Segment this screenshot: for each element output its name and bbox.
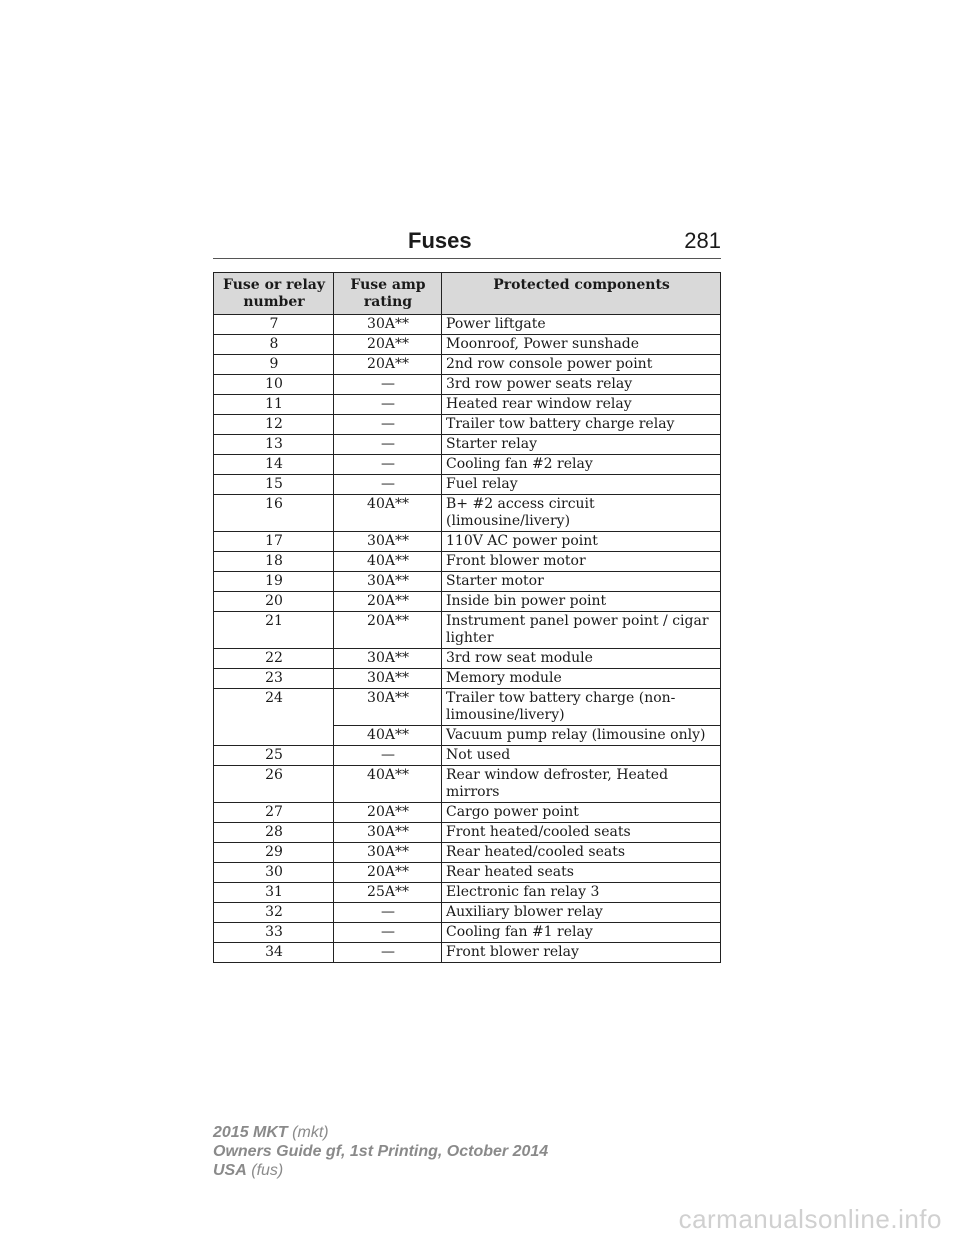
amp-rating-cell: 40A** bbox=[334, 726, 442, 746]
amp-rating-cell: 20A** bbox=[334, 612, 442, 649]
table-row bbox=[214, 903, 721, 923]
table-row bbox=[214, 435, 721, 455]
fuse-number-cell: 13 bbox=[214, 435, 334, 455]
amp-rating-cell: 20A** bbox=[334, 592, 442, 612]
fuse-number-cell: 19 bbox=[214, 572, 334, 592]
amp-rating-cell: — bbox=[334, 435, 442, 455]
amp-rating-cell: 20A** bbox=[334, 335, 442, 355]
fuse-table-body bbox=[214, 315, 721, 963]
table-row bbox=[214, 415, 721, 435]
fuse-number-cell: 26 bbox=[214, 766, 334, 803]
fuse-number-cell: 31 bbox=[214, 883, 334, 903]
amp-rating-cell: — bbox=[334, 943, 442, 963]
amp-rating-cell: 20A** bbox=[334, 803, 442, 823]
page-header bbox=[213, 228, 721, 259]
table-row bbox=[214, 495, 721, 532]
amp-rating-cell: 30A** bbox=[334, 315, 442, 335]
footer-market-code: (fus) bbox=[251, 1162, 284, 1179]
footer-model-code: (mkt) bbox=[292, 1124, 329, 1141]
footer-guide-info: Owners Guide gf, 1st Printing, October 2014 bbox=[213, 1143, 549, 1160]
amp-rating-cell: — bbox=[334, 746, 442, 766]
protected-components-cell: 2nd row console power point bbox=[442, 355, 721, 375]
amp-rating-cell: 30A** bbox=[334, 572, 442, 592]
amp-rating-cell: 30A** bbox=[334, 532, 442, 552]
table-row bbox=[214, 689, 721, 726]
protected-components-cell: Front blower relay bbox=[442, 943, 721, 963]
fuse-number-cell: 23 bbox=[214, 669, 334, 689]
table-row bbox=[214, 883, 721, 903]
fuse-number-cell: 8 bbox=[214, 335, 334, 355]
protected-components-cell: Cargo power point bbox=[442, 803, 721, 823]
amp-rating-cell: 20A** bbox=[334, 355, 442, 375]
table-row bbox=[214, 572, 721, 592]
protected-components-cell: Rear window defroster, Heated mirrors bbox=[442, 766, 721, 803]
column-header-fuse-number: Fuse or relay number bbox=[214, 273, 334, 315]
table-header-row bbox=[214, 273, 721, 315]
fuse-number-cell: 9 bbox=[214, 355, 334, 375]
table-row bbox=[214, 315, 721, 335]
protected-components-cell: Starter relay bbox=[442, 435, 721, 455]
fuse-number-cell: 15 bbox=[214, 475, 334, 495]
protected-components-cell: Front heated/cooled seats bbox=[442, 823, 721, 843]
amp-rating-cell: 30A** bbox=[334, 843, 442, 863]
protected-components-cell: Cooling fan #2 relay bbox=[442, 455, 721, 475]
amp-rating-cell: 25A** bbox=[334, 883, 442, 903]
fuse-number-cell: 14 bbox=[214, 455, 334, 475]
section-title: Fuses bbox=[408, 228, 472, 253]
table-row bbox=[214, 592, 721, 612]
fuse-number-cell: 21 bbox=[214, 612, 334, 649]
protected-components-cell: Fuel relay bbox=[442, 475, 721, 495]
fuse-number-cell: 10 bbox=[214, 375, 334, 395]
footer-line-guide bbox=[213, 1142, 548, 1161]
table-row bbox=[214, 455, 721, 475]
table-row bbox=[214, 375, 721, 395]
fuse-number-cell: 18 bbox=[214, 552, 334, 572]
table-row bbox=[214, 766, 721, 803]
footer-line-model bbox=[213, 1123, 548, 1142]
page-number: 281 bbox=[684, 228, 721, 253]
column-header-protected-components: Protected components bbox=[442, 273, 721, 315]
amp-rating-cell: — bbox=[334, 395, 442, 415]
watermark: carmanualsonline.info bbox=[678, 1204, 942, 1234]
fuse-number-cell: 11 bbox=[214, 395, 334, 415]
table-row bbox=[214, 823, 721, 843]
table-row bbox=[214, 943, 721, 963]
protected-components-cell: Front blower motor bbox=[442, 552, 721, 572]
fuse-number-cell bbox=[214, 726, 334, 746]
fuse-table bbox=[213, 272, 721, 963]
fuse-number-cell: 25 bbox=[214, 746, 334, 766]
fuse-number-cell: 17 bbox=[214, 532, 334, 552]
amp-rating-cell: — bbox=[334, 903, 442, 923]
table-row bbox=[214, 532, 721, 552]
fuse-number-cell: 22 bbox=[214, 649, 334, 669]
table-row bbox=[214, 475, 721, 495]
protected-components-cell: Starter motor bbox=[442, 572, 721, 592]
protected-components-cell: Cooling fan #1 relay bbox=[442, 923, 721, 943]
protected-components-cell: Vacuum pump relay (limousine only) bbox=[442, 726, 721, 746]
fuse-number-cell: 27 bbox=[214, 803, 334, 823]
document-footer bbox=[213, 1123, 548, 1180]
protected-components-cell: Inside bin power point bbox=[442, 592, 721, 612]
table-row bbox=[214, 843, 721, 863]
footer-model: 2015 MKT bbox=[213, 1124, 288, 1141]
amp-rating-cell: — bbox=[334, 415, 442, 435]
table-row bbox=[214, 552, 721, 572]
fuse-number-cell: 20 bbox=[214, 592, 334, 612]
protected-components-cell: Electronic fan relay 3 bbox=[442, 883, 721, 903]
amp-rating-cell: — bbox=[334, 375, 442, 395]
protected-components-cell: Memory module bbox=[442, 669, 721, 689]
fuse-number-cell: 16 bbox=[214, 495, 334, 532]
fuse-number-cell: 7 bbox=[214, 315, 334, 335]
fuse-number-cell: 29 bbox=[214, 843, 334, 863]
amp-rating-cell: 30A** bbox=[334, 689, 442, 726]
fuse-number-cell: 34 bbox=[214, 943, 334, 963]
protected-components-cell: Auxiliary blower relay bbox=[442, 903, 721, 923]
table-row bbox=[214, 746, 721, 766]
protected-components-cell: Not used bbox=[442, 746, 721, 766]
protected-components-cell: 110V AC power point bbox=[442, 532, 721, 552]
amp-rating-cell: 40A** bbox=[334, 552, 442, 572]
amp-rating-cell: 40A** bbox=[334, 766, 442, 803]
fuse-number-cell: 24 bbox=[214, 689, 334, 726]
protected-components-cell: 3rd row power seats relay bbox=[442, 375, 721, 395]
amp-rating-cell: 20A** bbox=[334, 863, 442, 883]
protected-components-cell: Trailer tow battery charge relay bbox=[442, 415, 721, 435]
table-row bbox=[214, 923, 721, 943]
protected-components-cell: B+ #2 access circuit (limousine/livery) bbox=[442, 495, 721, 532]
table-row bbox=[214, 726, 721, 746]
protected-components-cell: Trailer tow battery charge (non-limousine/livery) bbox=[442, 689, 721, 726]
amp-rating-cell: 40A** bbox=[334, 495, 442, 532]
table-row bbox=[214, 612, 721, 649]
fuse-number-cell: 30 bbox=[214, 863, 334, 883]
table-row bbox=[214, 355, 721, 375]
table-row bbox=[214, 335, 721, 355]
fuse-number-cell: 28 bbox=[214, 823, 334, 843]
fuse-number-cell: 32 bbox=[214, 903, 334, 923]
amp-rating-cell: — bbox=[334, 455, 442, 475]
protected-components-cell: Rear heated/cooled seats bbox=[442, 843, 721, 863]
fuse-number-cell: 33 bbox=[214, 923, 334, 943]
table-row bbox=[214, 649, 721, 669]
table-row bbox=[214, 863, 721, 883]
protected-components-cell: Power liftgate bbox=[442, 315, 721, 335]
footer-line-market bbox=[213, 1161, 548, 1180]
protected-components-cell: Heated rear window relay bbox=[442, 395, 721, 415]
amp-rating-cell: — bbox=[334, 475, 442, 495]
protected-components-cell: 3rd row seat module bbox=[442, 649, 721, 669]
protected-components-cell: Moonroof, Power sunshade bbox=[442, 335, 721, 355]
column-header-amp-rating: Fuse amp rating bbox=[334, 273, 442, 315]
table-row bbox=[214, 669, 721, 689]
fuse-number-cell: 12 bbox=[214, 415, 334, 435]
amp-rating-cell: 30A** bbox=[334, 823, 442, 843]
amp-rating-cell: 30A** bbox=[334, 649, 442, 669]
table-row bbox=[214, 803, 721, 823]
table-row bbox=[214, 395, 721, 415]
protected-components-cell: Rear heated seats bbox=[442, 863, 721, 883]
amp-rating-cell: — bbox=[334, 923, 442, 943]
footer-market: USA bbox=[213, 1162, 247, 1179]
amp-rating-cell: 30A** bbox=[334, 669, 442, 689]
protected-components-cell: Instrument panel power point / cigar lighter bbox=[442, 612, 721, 649]
